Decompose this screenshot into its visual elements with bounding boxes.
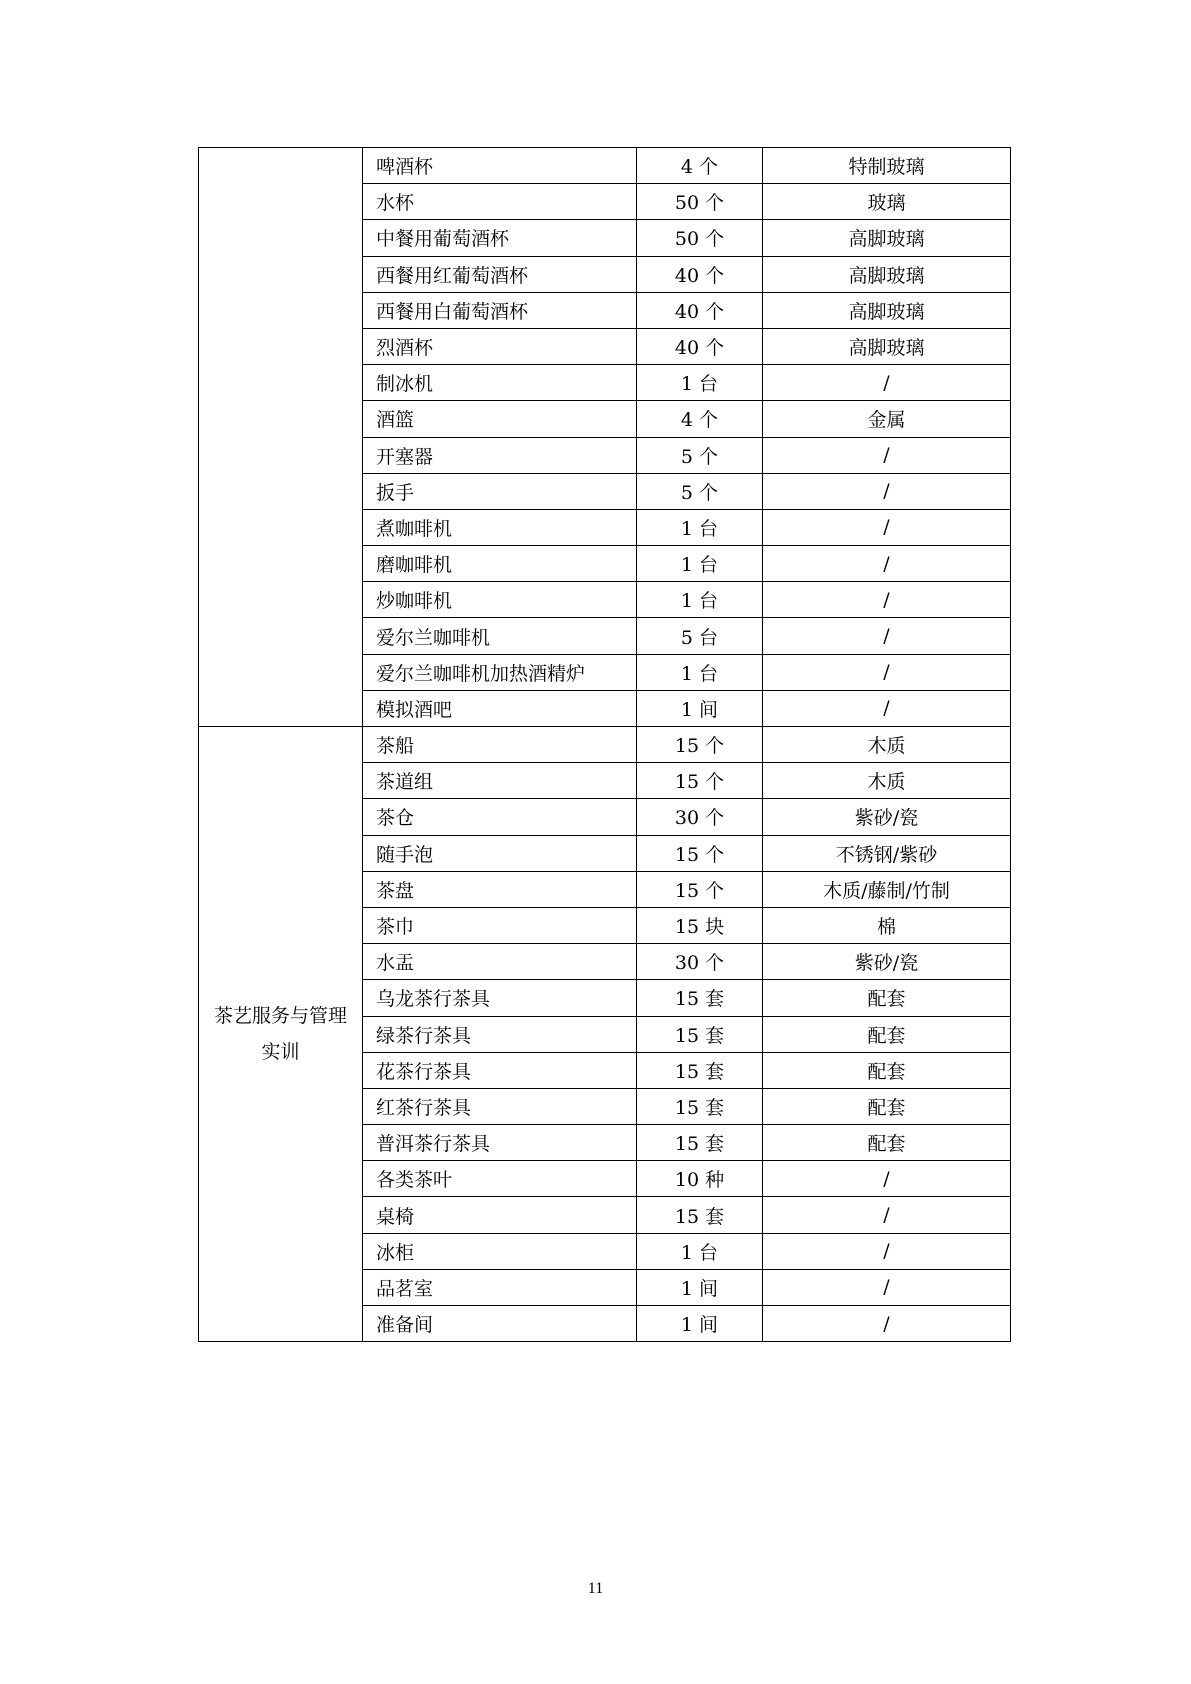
- item-name-cell: 茶道组: [363, 763, 637, 799]
- material-cell: /: [763, 365, 1011, 401]
- material-cell: /: [763, 618, 1011, 654]
- page-number: 11: [587, 1580, 604, 1597]
- material-cell: /: [763, 473, 1011, 509]
- quantity-cell: 5 个: [637, 473, 763, 509]
- table-row: [199, 148, 1011, 184]
- item-name-cell: 乌龙茶行茶具: [363, 980, 637, 1016]
- quantity-cell: 1 台: [637, 582, 763, 618]
- material-cell: 木质/藤制/竹制: [763, 871, 1011, 907]
- item-name-cell: 花茶行茶具: [363, 1052, 637, 1088]
- category-label: 茶艺服务与管理实训: [213, 1005, 347, 1064]
- material-cell: 紫砂/瓷: [763, 944, 1011, 980]
- quantity-cell: 1 间: [637, 690, 763, 726]
- quantity-cell: 15 套: [637, 1016, 763, 1052]
- quantity-cell: 30 个: [637, 799, 763, 835]
- item-name-cell: 茶船: [363, 727, 637, 763]
- material-cell: /: [763, 546, 1011, 582]
- material-cell: 金属: [763, 401, 1011, 437]
- item-name-cell: 模拟酒吧: [363, 690, 637, 726]
- material-cell: /: [763, 690, 1011, 726]
- category-cell: [199, 727, 363, 1342]
- equipment-table-body: [199, 148, 1011, 1342]
- material-cell: /: [763, 1269, 1011, 1305]
- material-cell: 紫砂/瓷: [763, 799, 1011, 835]
- item-name-cell: 爱尔兰咖啡机: [363, 618, 637, 654]
- quantity-cell: 15 套: [637, 980, 763, 1016]
- table-row: [199, 727, 1011, 763]
- material-cell: 不锈钢/紫砂: [763, 835, 1011, 871]
- material-cell: /: [763, 1233, 1011, 1269]
- quantity-cell: 1 台: [637, 654, 763, 690]
- quantity-cell: 15 个: [637, 727, 763, 763]
- quantity-cell: 30 个: [637, 944, 763, 980]
- quantity-cell: 15 套: [637, 1197, 763, 1233]
- material-cell: 高脚玻璃: [763, 292, 1011, 328]
- quantity-cell: 1 台: [637, 365, 763, 401]
- item-name-cell: 准备间: [363, 1306, 637, 1342]
- material-cell: /: [763, 1306, 1011, 1342]
- quantity-cell: 15 个: [637, 835, 763, 871]
- quantity-cell: 1 台: [637, 1233, 763, 1269]
- quantity-cell: 10 种: [637, 1161, 763, 1197]
- material-cell: /: [763, 509, 1011, 545]
- material-cell: 特制玻璃: [763, 148, 1011, 184]
- item-name-cell: 炒咖啡机: [363, 582, 637, 618]
- quantity-cell: 50 个: [637, 220, 763, 256]
- quantity-cell: 5 个: [637, 437, 763, 473]
- item-name-cell: 煮咖啡机: [363, 509, 637, 545]
- material-cell: 配套: [763, 980, 1011, 1016]
- quantity-cell: 15 块: [637, 907, 763, 943]
- material-cell: 高脚玻璃: [763, 256, 1011, 292]
- quantity-cell: 4 个: [637, 401, 763, 437]
- item-name-cell: 冰柜: [363, 1233, 637, 1269]
- quantity-cell: 15 套: [637, 1125, 763, 1161]
- quantity-cell: 1 间: [637, 1306, 763, 1342]
- equipment-table: [198, 147, 1011, 1342]
- item-name-cell: 绿茶行茶具: [363, 1016, 637, 1052]
- item-name-cell: 啤酒杯: [363, 148, 637, 184]
- item-name-cell: 磨咖啡机: [363, 546, 637, 582]
- item-name-cell: 制冰机: [363, 365, 637, 401]
- material-cell: /: [763, 1161, 1011, 1197]
- material-cell: 配套: [763, 1052, 1011, 1088]
- material-cell: /: [763, 582, 1011, 618]
- material-cell: 配套: [763, 1125, 1011, 1161]
- item-name-cell: 水杯: [363, 184, 637, 220]
- quantity-cell: 5 台: [637, 618, 763, 654]
- item-name-cell: 普洱茶行茶具: [363, 1125, 637, 1161]
- quantity-cell: 15 套: [637, 1052, 763, 1088]
- item-name-cell: 各类茶叶: [363, 1161, 637, 1197]
- material-cell: /: [763, 654, 1011, 690]
- item-name-cell: 品茗室: [363, 1269, 637, 1305]
- quantity-cell: 15 个: [637, 763, 763, 799]
- item-name-cell: 开塞器: [363, 437, 637, 473]
- quantity-cell: 15 套: [637, 1088, 763, 1124]
- material-cell: 高脚玻璃: [763, 220, 1011, 256]
- material-cell: 棉: [763, 907, 1011, 943]
- item-name-cell: 西餐用红葡萄酒杯: [363, 256, 637, 292]
- quantity-cell: 1 台: [637, 546, 763, 582]
- material-cell: /: [763, 1197, 1011, 1233]
- item-name-cell: 红茶行茶具: [363, 1088, 637, 1124]
- material-cell: 配套: [763, 1088, 1011, 1124]
- item-name-cell: 茶巾: [363, 907, 637, 943]
- item-name-cell: 酒篮: [363, 401, 637, 437]
- quantity-cell: 1 台: [637, 509, 763, 545]
- quantity-cell: 40 个: [637, 292, 763, 328]
- quantity-cell: 40 个: [637, 328, 763, 364]
- material-cell: 玻璃: [763, 184, 1011, 220]
- material-cell: 木质: [763, 727, 1011, 763]
- quantity-cell: 15 个: [637, 871, 763, 907]
- item-name-cell: 中餐用葡萄酒杯: [363, 220, 637, 256]
- quantity-cell: 50 个: [637, 184, 763, 220]
- item-name-cell: 桌椅: [363, 1197, 637, 1233]
- item-name-cell: 烈酒杯: [363, 328, 637, 364]
- item-name-cell: 茶盘: [363, 871, 637, 907]
- item-name-cell: 西餐用白葡萄酒杯: [363, 292, 637, 328]
- material-cell: /: [763, 437, 1011, 473]
- material-cell: 高脚玻璃: [763, 328, 1011, 364]
- item-name-cell: 扳手: [363, 473, 637, 509]
- item-name-cell: 水盂: [363, 944, 637, 980]
- item-name-cell: 随手泡: [363, 835, 637, 871]
- quantity-cell: 1 间: [637, 1269, 763, 1305]
- material-cell: 配套: [763, 1016, 1011, 1052]
- material-cell: 木质: [763, 763, 1011, 799]
- item-name-cell: 爱尔兰咖啡机加热酒精炉: [363, 654, 637, 690]
- quantity-cell: 40 个: [637, 256, 763, 292]
- quantity-cell: 4 个: [637, 148, 763, 184]
- item-name-cell: 茶仓: [363, 799, 637, 835]
- category-cell: [199, 148, 363, 727]
